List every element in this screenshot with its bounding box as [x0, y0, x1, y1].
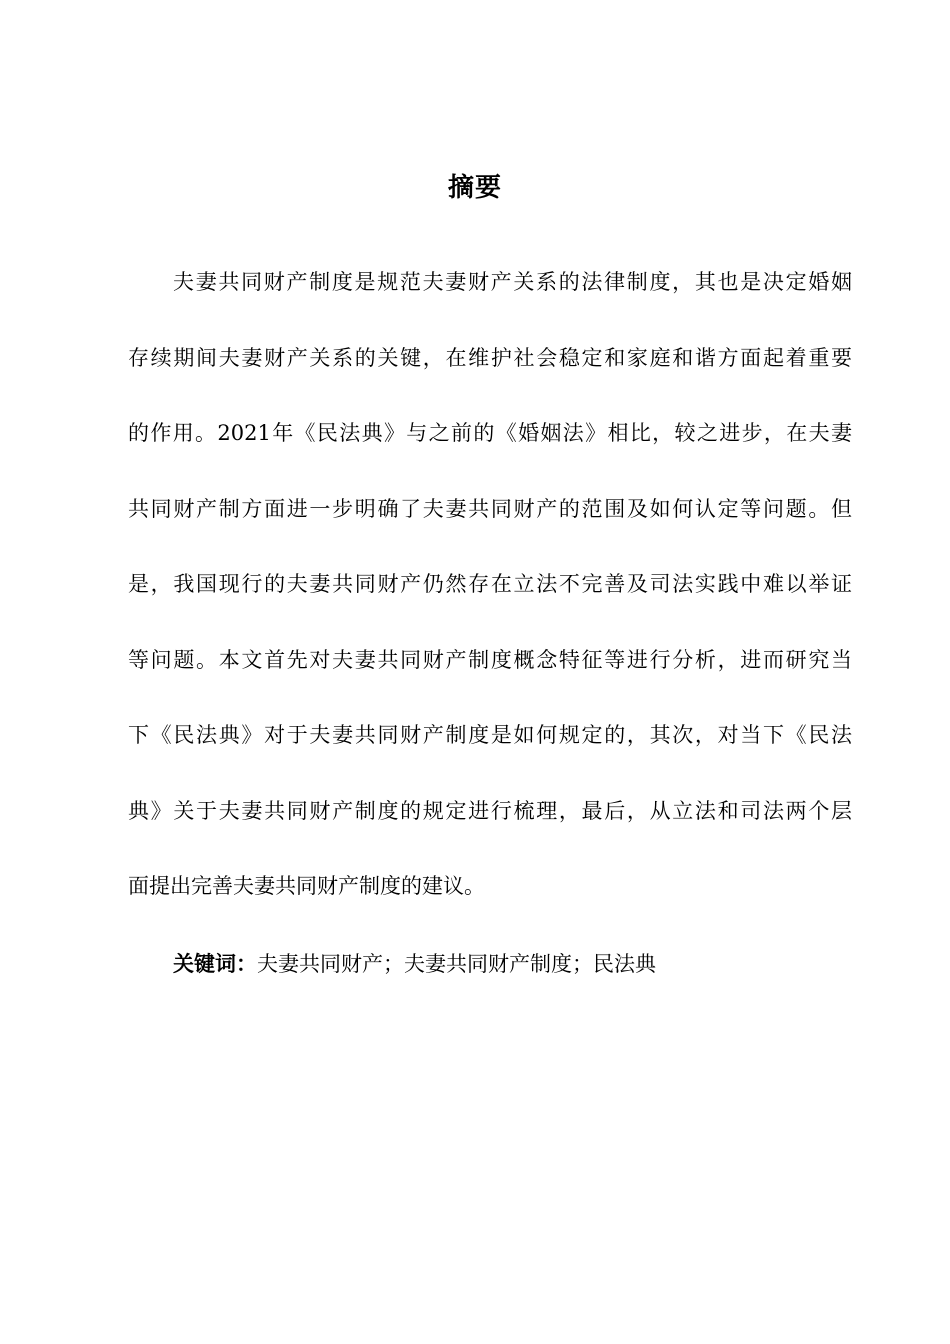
abstract-line: 下《民法典》对于夫妻共同财产制度是如何规定的，其次，对当下《民法 — [128, 723, 852, 747]
keywords-text: 夫妻共同财产；夫妻共同财产制度；民法典 — [257, 952, 656, 976]
abstract-line: 夫妻共同财产制度是规范夫妻财产关系的法律制度，其也是决定婚姻 — [173, 270, 852, 294]
page-title: 摘要 — [447, 173, 502, 203]
keywords-label: 关键词： — [173, 952, 257, 976]
keywords-line — [173, 944, 853, 984]
abstract-line: 存续期间夫妻财产关系的关键，在维护社会稳定和家庭和谐方面起着重要 — [128, 345, 852, 370]
abstract-line: 共同财产制方面进一步明确了夫妻共同财产的范围及如何认定等问题。但 — [128, 496, 852, 521]
abstract-line: 的作用。2021年《民法典》与之前的《婚姻法》相比，较之进步，在夫妻 — [128, 421, 852, 445]
abstract-line: 等问题。本文首先对夫妻共同财产制度概念特征等进行分析，进而研究当 — [128, 647, 852, 672]
abstract-line: 面提出完善夫妻共同财产制度的建议。 — [128, 874, 485, 898]
abstract-line: 是，我国现行的夫妻共同财产仍然存在立法不完善及司法实践中难以举证 — [128, 572, 852, 596]
abstract-paragraph — [128, 245, 852, 925]
abstract-line: 典》关于夫妻共同财产制度的规定进行梳理，最后，从立法和司法两个层 — [128, 798, 852, 823]
